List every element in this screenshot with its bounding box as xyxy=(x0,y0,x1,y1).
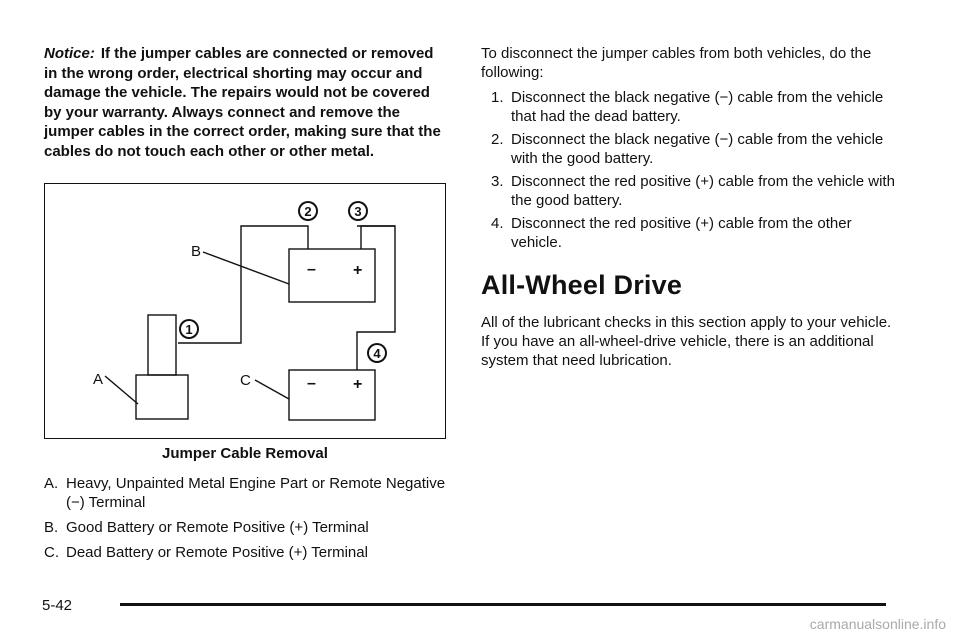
figure-caption: Jumper Cable Removal xyxy=(162,445,328,462)
right-column xyxy=(481,44,901,370)
legend-item-c xyxy=(44,543,448,562)
disconnect-intro: To disconnect the jumper cables from both vehicles, do the following: xyxy=(481,45,872,81)
number-circle-3 xyxy=(348,201,368,221)
disconnect-steps xyxy=(481,88,901,252)
number-circle-4 xyxy=(367,343,387,363)
step-text: Disconnect the black negative (−) cable from the vehicle with the good battery. xyxy=(511,131,884,167)
label-b: B xyxy=(191,243,202,260)
label-a: A xyxy=(93,371,104,388)
legend-text: Heavy, Unpainted Metal Engine Part or Remote Negative (−) Terminal xyxy=(66,475,446,511)
step-number: 4. xyxy=(491,215,504,232)
step-number: 1. xyxy=(491,89,504,106)
legend-key: C. xyxy=(44,544,59,561)
diagram-svg xyxy=(45,184,445,438)
step-item xyxy=(481,172,901,210)
number-1-text: 1 xyxy=(185,322,193,337)
leader-a xyxy=(105,376,138,404)
jumper-cable-diagram xyxy=(44,183,446,439)
notice-text: If the jumper cables are connected or removed in the wrong order, electrical shorting may occur and damage the vehicle. The repairs would not be covered by your warranty. Always connect and remove the jumper cables in the correct order, making sure that the cables do not touch each other or other metal. xyxy=(44,45,441,160)
legend-key: B. xyxy=(44,519,59,536)
engine-block-shape xyxy=(136,375,188,419)
number-4-text: 4 xyxy=(373,346,381,361)
legend-item-a xyxy=(44,474,448,512)
label-c: C xyxy=(240,372,251,389)
step-text: Disconnect the red positive (+) cable from the other vehicle. xyxy=(511,215,852,251)
legend-key: A. xyxy=(44,475,59,492)
page-number: 5-42 xyxy=(42,597,73,614)
awd-paragraph: All of the lubricant checks in this section apply to your vehicle. If you have an all-wheel-drive vehicle, there is an additional system that need lubrication. xyxy=(481,314,892,369)
leader-b xyxy=(203,252,289,284)
number-2-text: 2 xyxy=(304,204,312,219)
dead-battery-minus: – xyxy=(307,375,316,392)
watermark-text: carmanualsonline.info xyxy=(809,616,946,632)
step-number: 3. xyxy=(491,173,504,190)
leader-c xyxy=(255,380,289,399)
legend-text: Dead Battery or Remote Positive (+) Terminal xyxy=(66,544,368,561)
step-item xyxy=(481,130,901,168)
step-text: Disconnect the black negative (−) cable from the vehicle that had the dead battery. xyxy=(511,89,884,125)
legend-item-b xyxy=(44,518,448,537)
number-circle-2 xyxy=(298,201,318,221)
notice-paragraph xyxy=(44,44,448,161)
good-battery-plus: + xyxy=(353,262,363,279)
cable-positive-good-stub xyxy=(361,226,395,249)
section-heading-awd: All-Wheel Drive xyxy=(481,270,683,300)
number-3-text: 3 xyxy=(354,204,362,219)
legend-text: Good Battery or Remote Positive (+) Terminal xyxy=(66,519,369,536)
notice-block xyxy=(44,44,448,161)
dead-battery-plus: + xyxy=(353,376,363,393)
good-battery-minus: – xyxy=(307,261,316,278)
engine-post-shape xyxy=(148,315,176,375)
footer-rule xyxy=(120,603,886,606)
step-text: Disconnect the red positive (+) cable from the vehicle with the good battery. xyxy=(511,173,895,209)
step-number: 2. xyxy=(491,131,504,148)
step-item xyxy=(481,214,901,252)
number-circle-1 xyxy=(179,319,199,339)
figure-legend xyxy=(44,474,448,568)
notice-lead: Notice: xyxy=(44,45,95,62)
step-item xyxy=(481,88,901,126)
